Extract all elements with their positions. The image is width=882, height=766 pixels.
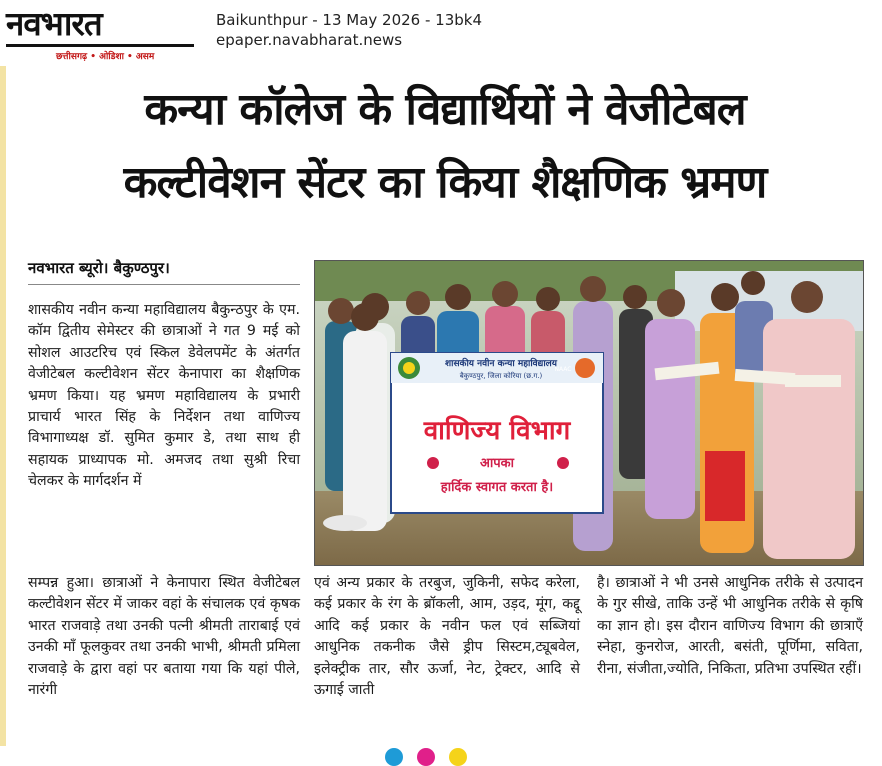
headline-line-1: कन्या कॉलेज के विद्यार्थियों ने वेजीटेबल (144, 84, 746, 135)
banner-college: शासकीय नवीन कन्या महाविद्यालय (445, 359, 557, 369)
article-column-1-top (28, 300, 300, 493)
epaper-site[interactable]: epaper.navabharat.news (216, 31, 403, 49)
byline: नवभारत ब्यूरो। बैकुण्ठपुर। (28, 259, 170, 277)
article-paragraph: एवं अन्य प्रकार के तरबुज, जुकिनी, सफेद करेला, कई प्रकार के रंग के ब्रॉकली, आम, उड़द, मूंग, कद्दू आदि कई प्रकार के नवीन फल एवं सब्जियां आधुनिक तकनीक जैसे ड्रीप सिस्टम,ट्यूबवेल, इलेक्ट्रीक तार, सौर ऊर्जा, नेट, ट्रेक्टर, आदि से ऊगाई जाती (314, 575, 580, 699)
article-column-3 (597, 573, 863, 680)
article-paragraph: सम्पन्न हुआ। छात्राओं ने केनापारा स्थित वेजीटेबल कल्टीवेशन सेंटर में जाकर वहां के संचालक एवं कृषक भारत राजवाड़े तथा उनकी पत्नी श्रीमती ताराबाई एवं उनकी माँ फूलकुवर तथा उनकी भाभी, श्रीमती प्रमिला राजवाड़े के द्वारा वहां पर बताया गया कि यहां पीले, नारंगी (28, 575, 300, 699)
cyan-dot (385, 748, 403, 766)
edition-line: Baikunthpur - 13 May 2026 - 13bk4 (216, 11, 483, 29)
byline-divider (28, 284, 300, 285)
newspaper-logo: नवभारत (6, 4, 102, 43)
headline (8, 82, 882, 212)
article-paragraph: है। छात्राओं ने भी उनसे आधुनिक तरीके से उत्पादन के गुर सीखे, ताकि उन्हें भी आधुनिक तरीके से कृषि का ज्ञान हो। इस दौरान वाणिज्य विभाग की छात्राएँ स्नेहा, कुनरोज, आरती, बसंती, पूर्णिमा, सविता, रीना, संजीता,ज्योति, निकिता, प्रतिभा उपस्थित रहीं। (597, 575, 863, 677)
logo-regions: छत्तीसगढ़ • ओडिशा • असम (56, 52, 155, 62)
masthead (6, 4, 196, 62)
edition-info (216, 10, 482, 50)
headline-line-2: कल्टीवेशन सेंटर का किया शैक्षणिक भ्रमण (123, 157, 767, 208)
naac-badge: NAAC (554, 366, 572, 373)
banner-address: बैकुण्ठपुर, जिला कोरिया (छ.ग.) (459, 372, 543, 380)
article-column-2 (314, 573, 580, 701)
photo-illustration (315, 261, 863, 565)
page-edge-strip (0, 66, 6, 746)
yellow-dot (449, 748, 467, 766)
logo-underline (6, 44, 194, 47)
article-column-1-bottom (28, 573, 300, 701)
print-registration-marks (385, 748, 495, 762)
welcome-banner (391, 353, 603, 513)
news-photo[interactable] (314, 260, 864, 566)
magenta-dot (417, 748, 435, 766)
banner-welcome-1: आपका (479, 456, 515, 471)
article-paragraph: शासकीय नवीन कन्या महाविद्यालय बैकुन्ठपुर के एम. कॉम द्वितीय सेमेस्टर की छात्राओं ने गत 9 मई को सोशल आउटरिच एवं स्किल डेवेलपमेंट के अंतर्गत वेजीटेबल कल्टीवेशन सेंटर केनापारा का शैक्षणिक भ्रमण किया। यह भ्रमण महाविद्यालय के प्रभारी प्राचार्य भारत सिंह के निर्देशन तथा वाणिज्य विभागाध्यक्ष डॉ. सुमित कुमार डे, तथा साथ ही सहायक प्राध्यापक मो. अमजद तथा सुश्री रिचा चेलकर के मार्गदर्शन में (28, 302, 300, 490)
banner-department: वाणिज्य विभाग (423, 416, 571, 446)
banner-welcome-2: हार्दिक स्वागत करता है। (440, 480, 554, 495)
